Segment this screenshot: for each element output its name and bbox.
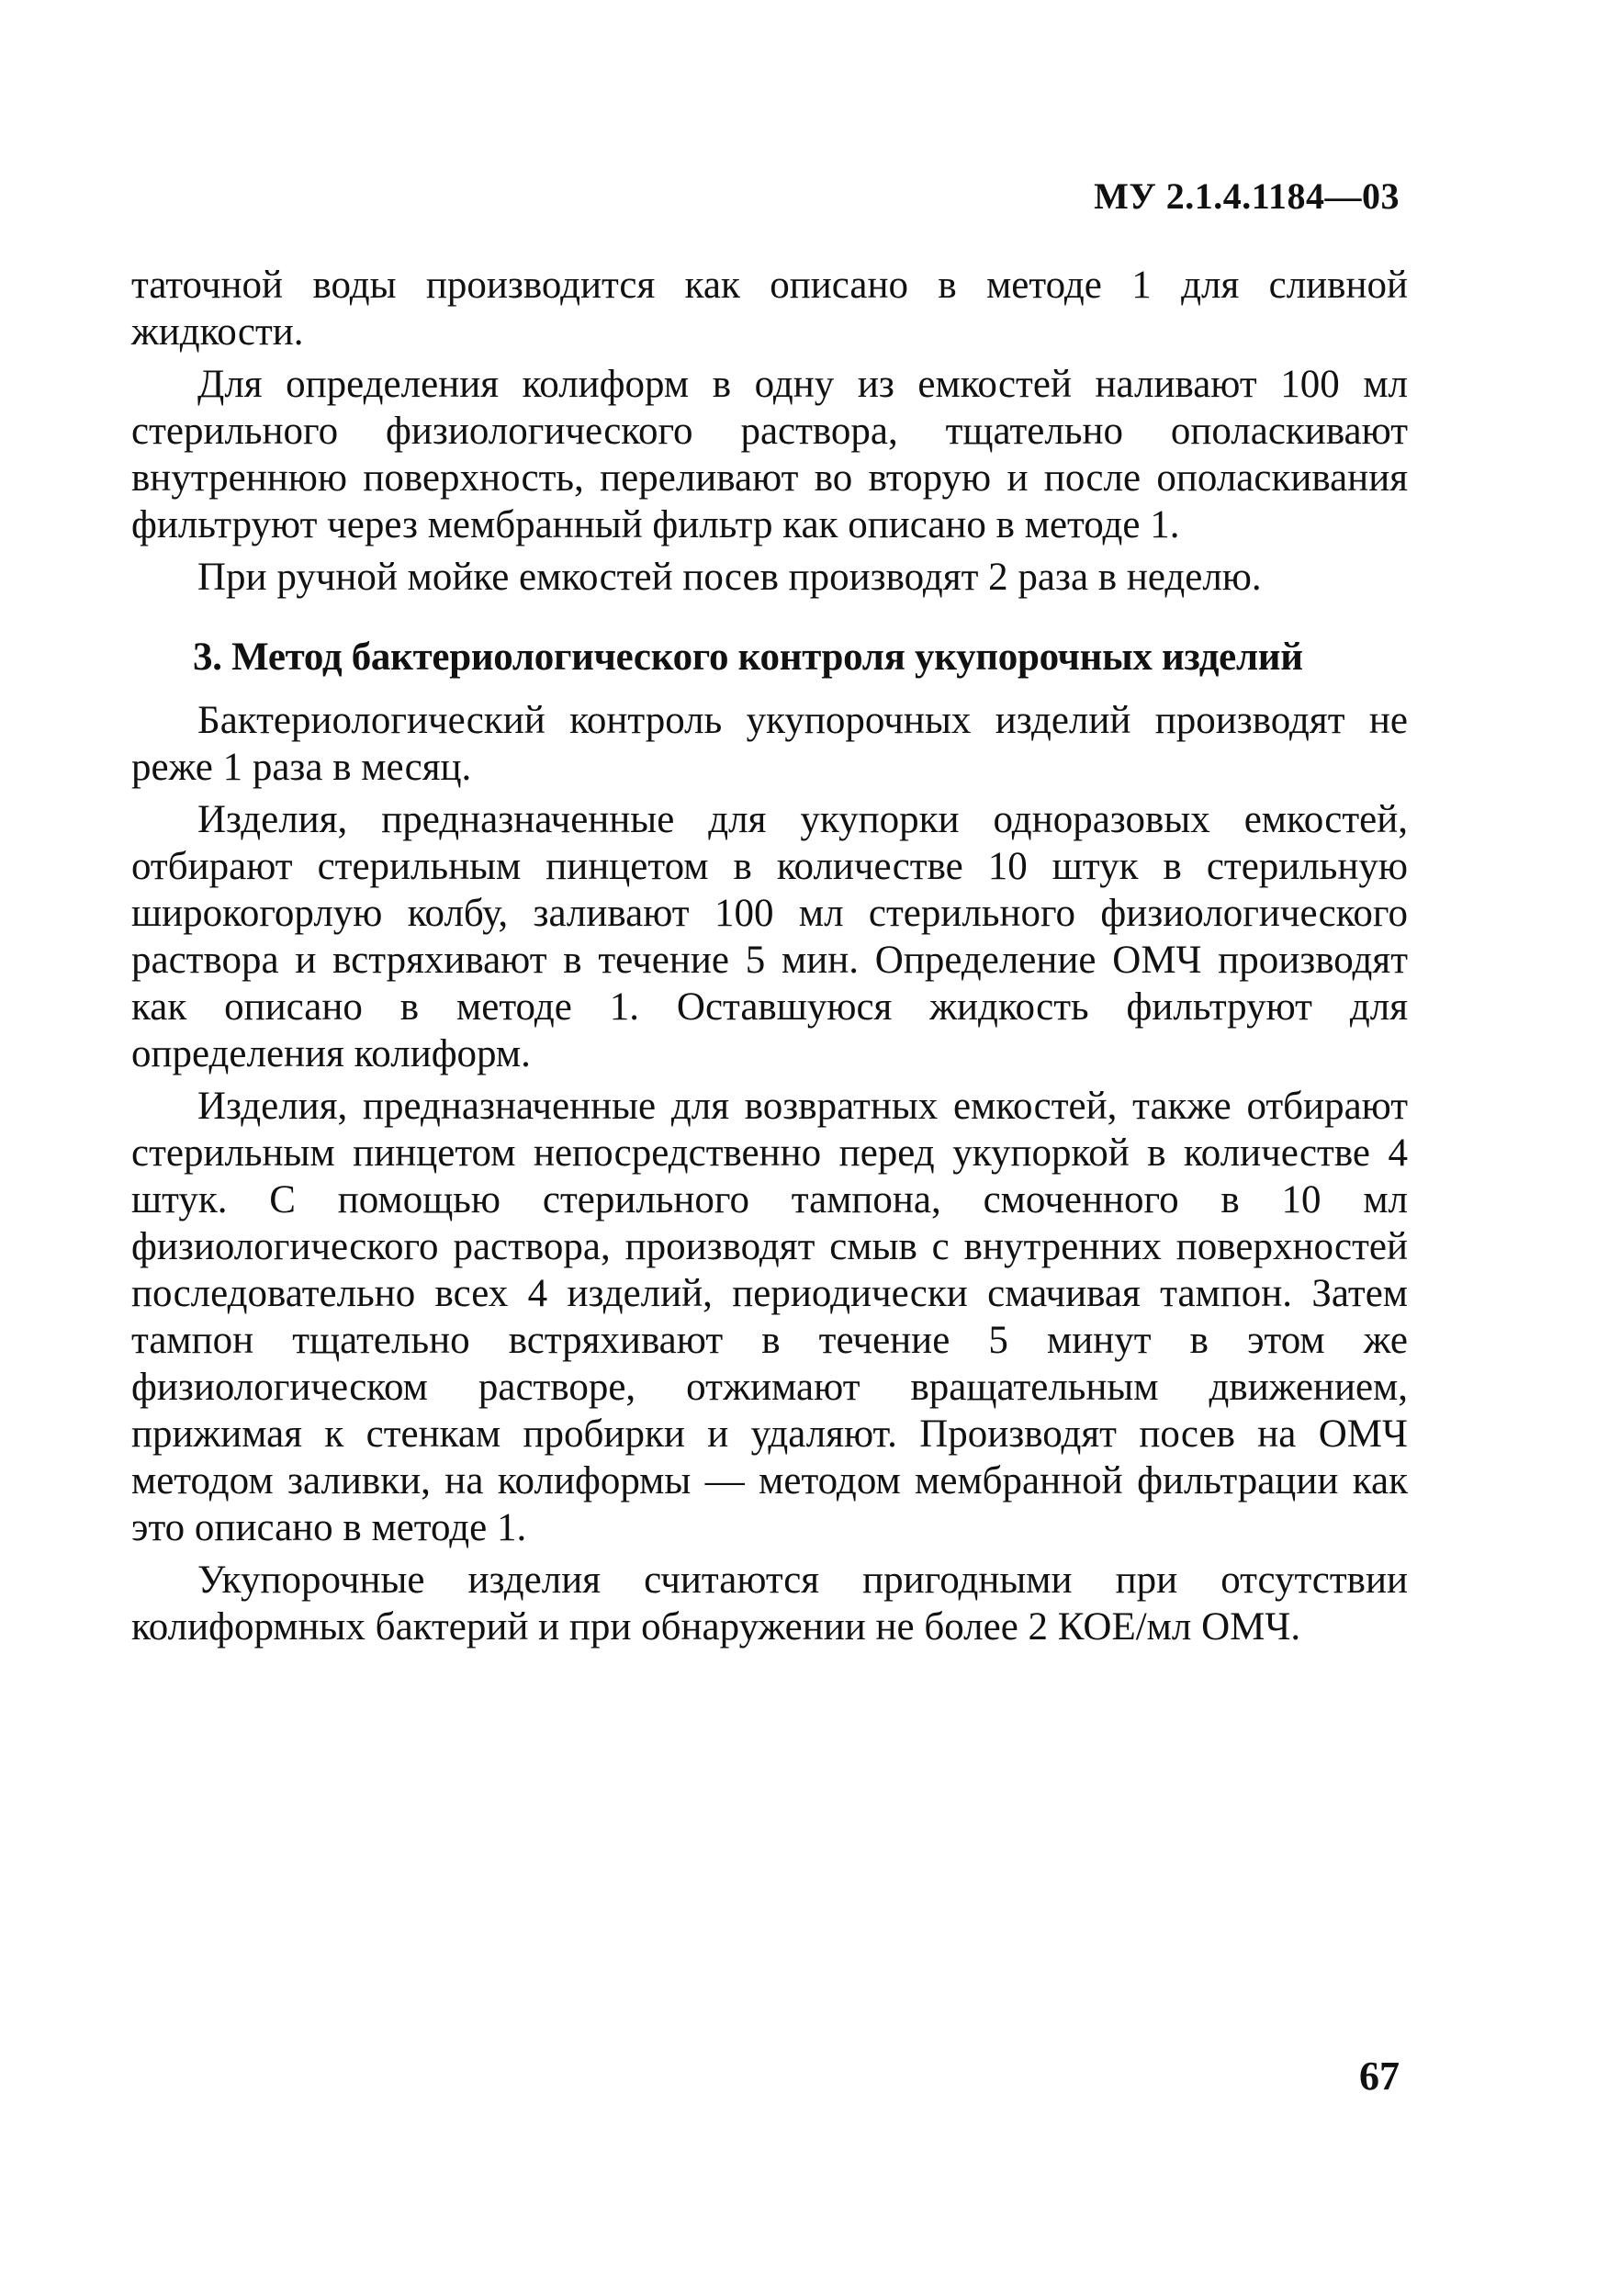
paragraph-disposable-closures: Изделия, предназначенные для укупорки одноразовых емкостей, отбирают стерильным пинцетом в количестве 10 штук в стерильную широкогорлую колбу, заливают 100 мл стерильного физиологического раствора и встряхивают в течение 5 мин. Определение ОМЧ производят как описано в методе 1. Оставшуюся жидкость фильтруют для определения колиформ. [131, 798, 1408, 1075]
paragraph-control-frequency: Бактериологический контроль укупорочных изделий производят не реже 1 раза в месяц. [131, 699, 1408, 789]
section-heading: 3. Метод бактериологического контроля укупорочных изделий [193, 636, 1303, 679]
page-body [131, 262, 1408, 1656]
paragraph-suitability-criteria: Укупорочные изделия считаются пригодными при отсутствии колиформных бактерий и при обнаружении не более 2 КОЕ/мл ОМЧ. [131, 1559, 1408, 1649]
page-number: 67 [1359, 2054, 1400, 2099]
paragraph-coliform-determination: Для определения колиформ в одну из емкостей наливают 100 мл стерильного физиологического раствора, тщательно ополаскивают внутреннюю поверхность, переливают во вторую и после ополаскивания фильтруют через мембранный фильтр как описано в методе 1. [131, 363, 1408, 546]
document-code-header: МУ 2.1.4.1184—03 [1094, 175, 1400, 217]
paragraph-continuation: таточной воды производится как описано в методе 1 для сливной жидкости. [131, 264, 1408, 354]
paragraph-returnable-closures: Изделия, предназначенные для возвратных емкостей, также отбирают стерильным пинцетом непосредственно перед укупоркой в количестве 4 штук. С помощью стерильного тампона, смоченного в 10 мл физиологического раствора, производят смыв с внутренних поверхностей последовательно всех 4 изделий, периодически смачивая тампон. Затем тампон тщательно встряхивают в течение 5 минут в этом же физиологическом растворе, отжимают вращательным движением, прижимая к стенкам пробирки и удаляют. Производят посев на ОМЧ методом заливки, на колиформы — методом мембранной фильтрации как это описано в методе 1. [131, 1085, 1408, 1549]
paragraph-manual-washing: При ручной мойке емкостей посев производят 2 раза в неделю. [197, 556, 1262, 599]
